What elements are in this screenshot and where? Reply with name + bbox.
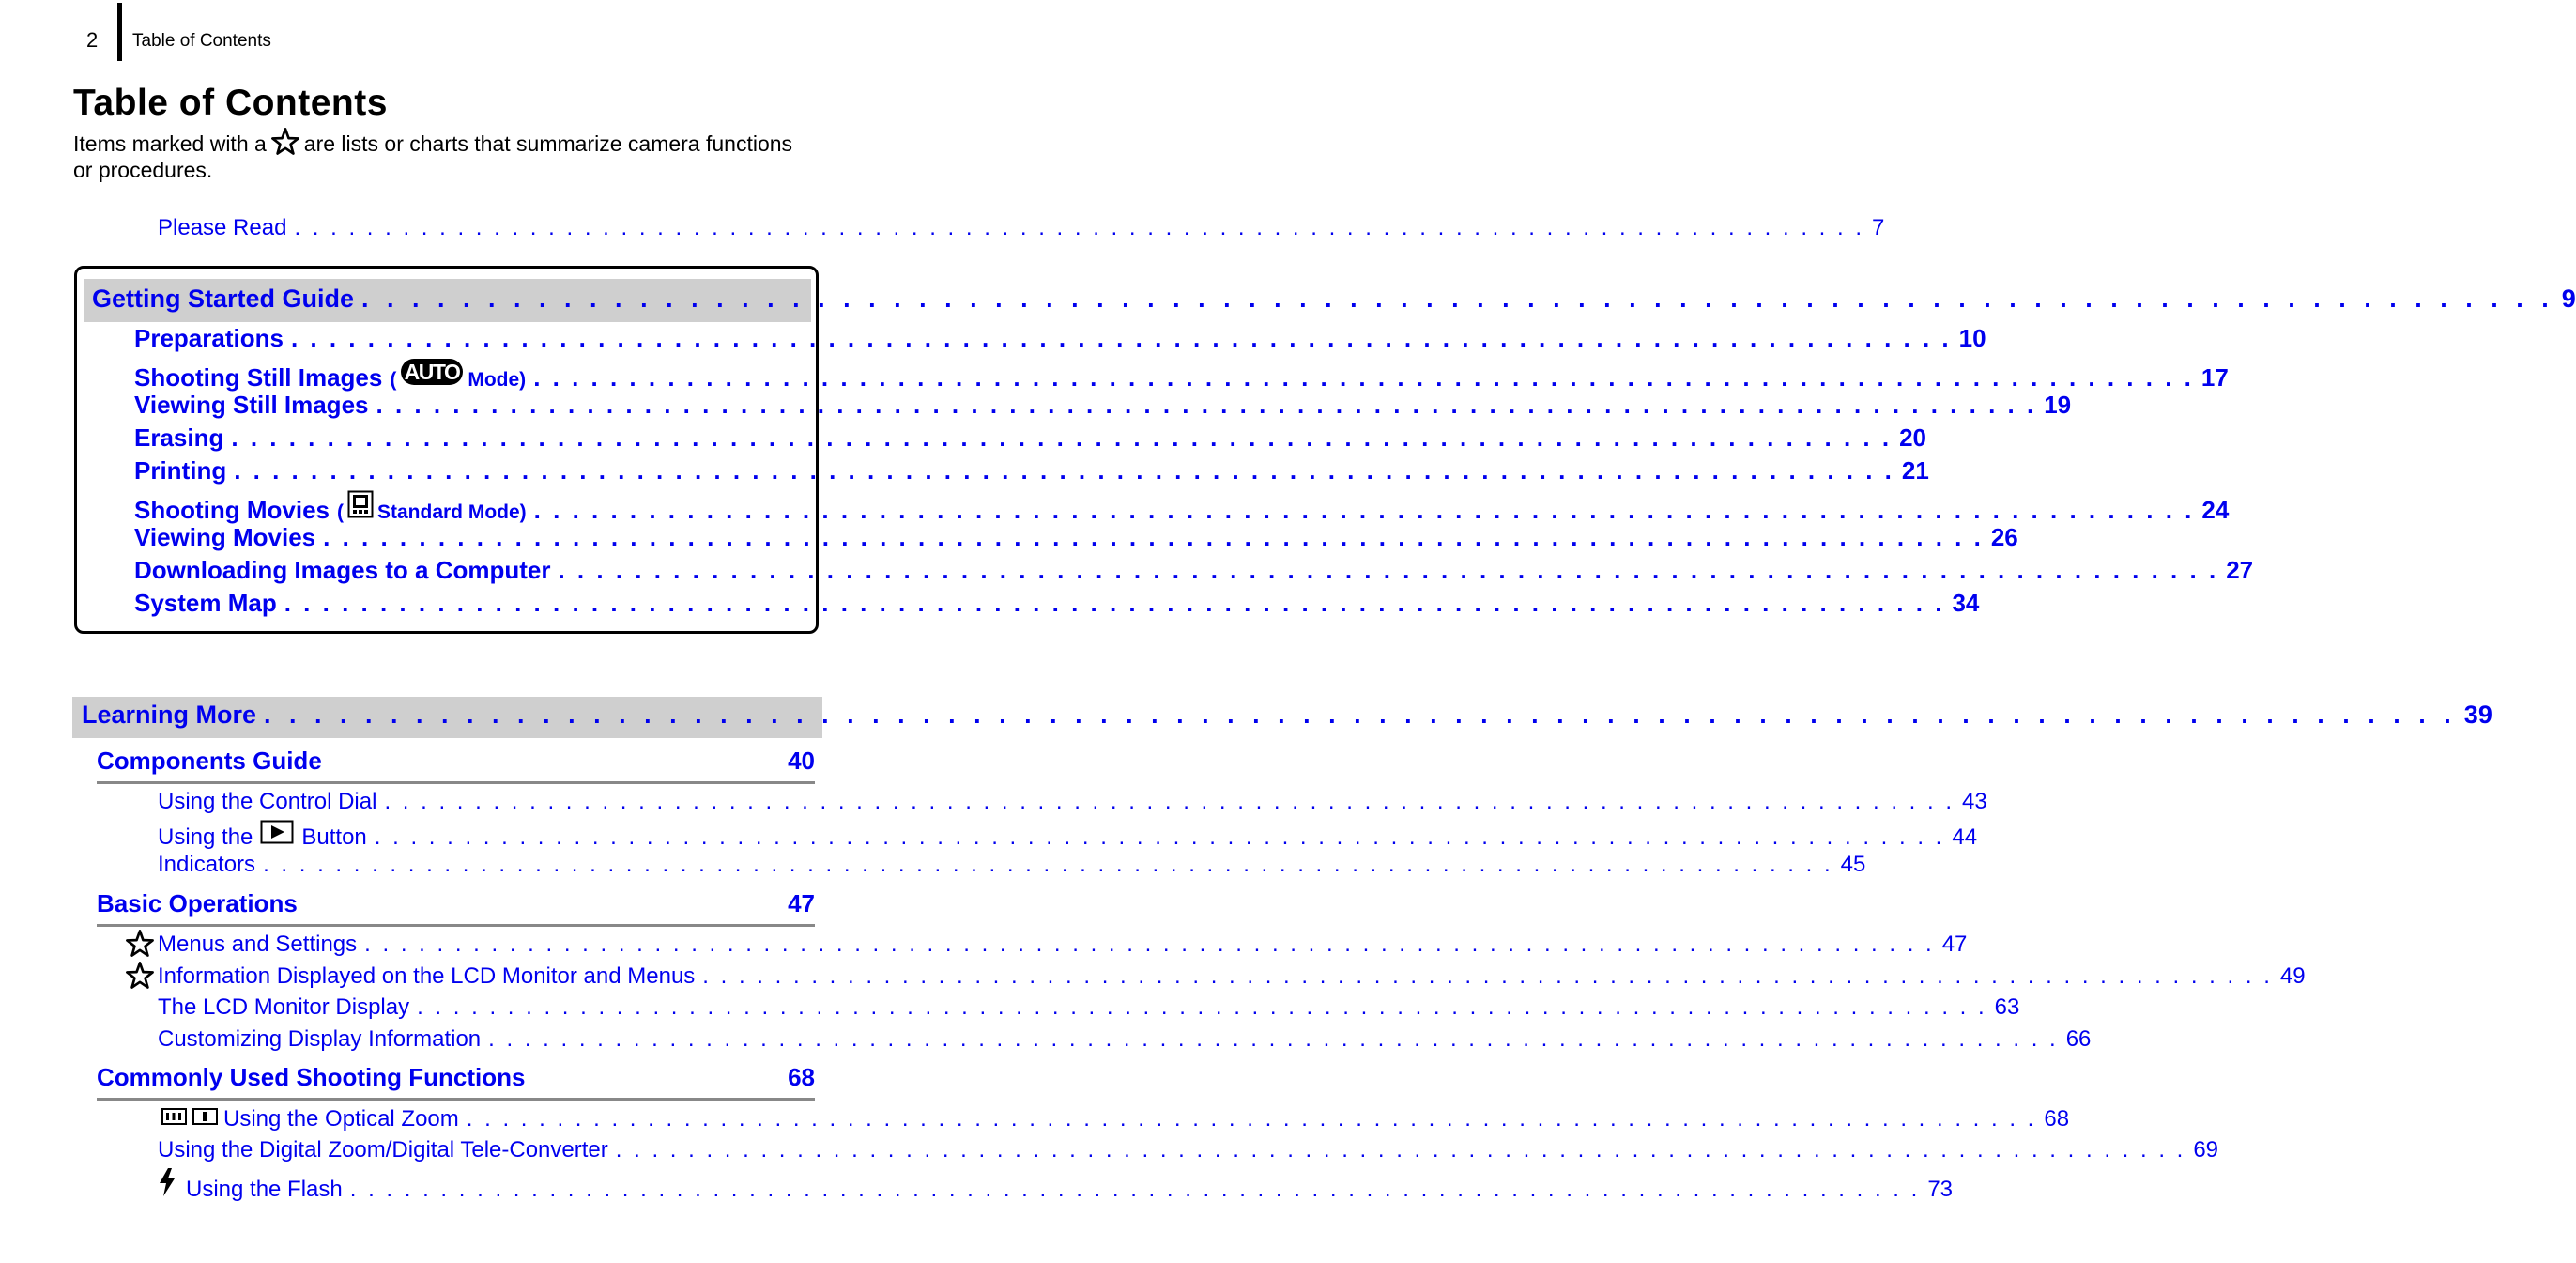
toc-control-dial[interactable]	[158, 789, 1987, 815]
star-icon	[125, 929, 155, 963]
intro-line-2: or procedures.	[73, 158, 213, 182]
section-label: Components Guide	[97, 747, 322, 775]
toc-please-read[interactable]	[158, 215, 1885, 241]
toc-page: 26	[1990, 523, 2018, 551]
toc-label: Using the Flash	[186, 1177, 343, 1202]
toc-label: Menus and Settings	[158, 932, 358, 957]
toc-label: Viewing Still Images	[134, 391, 369, 419]
section-page: 47	[788, 889, 815, 917]
toc-label: Learning More	[82, 701, 257, 729]
dot-leader: . . . . . . . . . . . . . . . . . . . . . . . . . . . . . . . . . . . . . . . . . . . . . . . . . . . . . . . . . . . . . . . . . . . . . . . . . . . . . . . . . . . . . . .	[488, 1026, 2059, 1052]
page-number: 2	[86, 28, 99, 52]
toc-label: Viewing Movies	[134, 523, 316, 551]
toc-page: 49	[2279, 963, 2306, 989]
toc-page: 34	[1952, 589, 1980, 617]
toc-shooting-movies[interactable]	[134, 490, 2230, 525]
toc-optical-zoom[interactable]	[161, 1105, 2070, 1132]
toc-erasing[interactable]	[134, 424, 1926, 453]
toc-label: Erasing	[134, 424, 224, 452]
toc-label: Customizing Display Information	[158, 1026, 482, 1052]
page-title: Table of Contents	[73, 83, 388, 123]
toc-page: 19	[2044, 391, 2072, 419]
toc-label: Using the Control Dial	[158, 789, 377, 814]
toc-flash[interactable]	[158, 1168, 1954, 1203]
toc-page: 63	[1994, 994, 2020, 1020]
auto-mode-icon	[400, 358, 464, 393]
toc-page: 44	[1952, 824, 1978, 850]
toc-label: Shooting Movies	[134, 496, 330, 524]
header-divider	[117, 3, 122, 61]
toc-page: 10	[1958, 324, 1986, 352]
movie-mode-icon	[347, 490, 374, 525]
toc-label: Using the Optical Zoom	[223, 1106, 459, 1132]
dot-leader: . . . . . . . . . . . . . . . . . . . . . . . . . . . . . . . . . . . . . . . . . . . . . . . . . . . . . . . . . . . . . . . . . . . . . . . . . . . . . . . . . . . . . . .	[234, 456, 1894, 485]
toc-label-before: Using the	[158, 824, 253, 850]
toc-label: Using the Digital Zoom/Digital Tele-Converter	[158, 1137, 608, 1163]
toc-learning-more[interactable]	[82, 701, 2492, 730]
toc-page: 39	[2463, 701, 2492, 729]
toc-label: Getting Started Guide	[92, 285, 355, 313]
toc-page: 27	[2226, 556, 2254, 584]
toc-customizing-display[interactable]	[158, 1026, 2092, 1053]
toc-digital-zoom[interactable]	[158, 1137, 2219, 1163]
dot-leader: . . . . . . . . . . . . . . . . . . . . . . . . . . . . . . . . . . . . . . . . . . . . . . . . . . . . . . . . . . . . . . . . . . . . . . . . . . . . . . . . . . . . . . .	[533, 496, 2195, 524]
toc-page: 20	[1899, 424, 1926, 452]
toc-label: Information Displayed on the LCD Monitor and Menus	[158, 963, 696, 989]
section-label: Commonly Used Shooting Functions	[97, 1063, 526, 1091]
toc-page: 47	[1941, 932, 1968, 957]
toc-page: 21	[1901, 456, 1929, 485]
toc-page: 68	[2044, 1106, 2070, 1132]
mode-text: Mode)	[468, 369, 527, 391]
toc-preparations[interactable]	[134, 324, 1986, 353]
dot-leader: . . . . . . . . . . . . . . . . . . . . . . . . . . . . . . . . . . . . . . . . . . . . . . . . . . . . . . . . . . . . . . . . . . . . . . . . . . . . . . . . . . . . . . .	[290, 324, 1952, 352]
play-button-icon	[260, 820, 294, 851]
toc-page: 73	[1927, 1177, 1954, 1202]
dot-leader: . . . . . . . . . . . . . . . . . . . . . . . . . . . . . . . . . . . . . . . . . . . . . . . . . . . . . . . . . . . . . . . . . . . . . . . . . . . . . . . . . . . . . . .	[264, 701, 2457, 729]
toc-info-displayed-lcd[interactable]	[158, 963, 2306, 990]
star-icon	[125, 961, 155, 995]
toc-components-guide[interactable]	[97, 747, 815, 784]
dot-leader: . . . . . . . . . . . . . . . . . . . . . . . . . . . . . . . . . . . . . . . . . . . . . . . . . . . . . . . . . . . . . . . . . . . . . . . . . . . . . . . . . . . . . . .	[284, 589, 1945, 617]
dot-leader: . . . . . . . . . . . . . . . . . . . . . . . . . . . . . . . . . . . . . . . . . . . . . . . . . . . . . . . . . . . . . . . . . . . . . . . . . . . . . . . . . . . . . . .	[294, 215, 1864, 240]
running-title: Table of Contents	[132, 31, 271, 51]
paren: (	[337, 501, 344, 523]
toc-getting-started[interactable]	[92, 285, 2576, 314]
auto-mode-label: AUTO	[404, 360, 460, 384]
toc-viewing-still-images[interactable]	[134, 391, 2072, 420]
dot-leader: . . . . . . . . . . . . . . . . . . . . . . . . . . . . . . . . . . . . . . . . . . . . . . . . . . . . . . . . . . . . . . . . . . . . . . . . . . . . . . . . . . . . . . .	[323, 523, 1984, 551]
toc-downloading-images[interactable]	[134, 556, 2254, 585]
section-page: 68	[788, 1063, 815, 1091]
dot-leader: . . . . . . . . . . . . . . . . . . . . . . . . . . . . . . . . . . . . . . . . . . . . . . . . . . . . . . . . . . . . . . . . . . . . . . . . . . . . . . . . . . . . . . .	[558, 556, 2219, 584]
toc-indicators[interactable]	[158, 852, 1866, 878]
dot-leader: . . . . . . . . . . . . . . . . . . . . . . . . . . . . . . . . . . . . . . . . . . . . . . . . . . . . . . . . . . . . . . . . . . . . . . . . . . . . . . . . . . . . . . .	[615, 1137, 2186, 1163]
dot-leader: . . . . . . . . . . . . . . . . . . . . . . . . . . . . . . . . . . . . . . . . . . . . . . . . . . . . . . . . . . . . . . . . . . . . . . . . . . . . . . . . . . . . . . .	[533, 363, 2194, 392]
toc-menus-and-settings[interactable]	[158, 932, 1968, 958]
paren: (	[390, 369, 397, 391]
toc-label: The LCD Monitor Display	[158, 994, 410, 1020]
toc-page: 43	[1962, 789, 1987, 814]
dot-leader: . . . . . . . . . . . . . . . . . . . . . . . . . . . . . . . . . . . . . . . . . . . . . . . . . . . . . . . . . . . . . . . . . . . . . . . . . . . . . . . . . . . . . . .	[361, 285, 2554, 313]
toc-page: 69	[2193, 1137, 2219, 1163]
dot-leader: . . . . . . . . . . . . . . . . . . . . . . . . . . . . . . . . . . . . . . . . . . . . . . . . . . . . . . . . . . . . . . . . . . . . . . . . . . . . . . . . . . . . . . .	[364, 932, 1935, 957]
toc-label: Indicators	[158, 852, 256, 877]
dot-leader: . . . . . . . . . . . . . . . . . . . . . . . . . . . . . . . . . . . . . . . . . . . . . . . . . . . . . . . . . . . . . . . . . . . . . . . . . . . . . . . . . . . . . . .	[702, 963, 2273, 989]
toc-label-after: Button	[301, 824, 367, 850]
mode-text: Standard Mode)	[377, 501, 527, 523]
toc-shooting-still-images[interactable]	[134, 358, 2229, 393]
toc-page: 66	[2065, 1026, 2092, 1052]
toc-label: Preparations	[134, 324, 284, 352]
toc-page: 9	[2561, 285, 2576, 313]
toc-label: Shooting Still Images	[134, 363, 383, 392]
zoom-wide-tele-icon	[161, 1105, 218, 1132]
toc-lcd-monitor-display[interactable]	[158, 994, 2020, 1021]
flash-icon	[158, 1168, 176, 1203]
toc-printing[interactable]	[134, 456, 1929, 485]
toc-label: System Map	[134, 589, 277, 617]
dot-leader: . . . . . . . . . . . . . . . . . . . . . . . . . . . . . . . . . . . . . . . . . . . . . . . . . . . . . . . . . . . . . . . . . . . . . . . . . . . . . . . . . . . . . . .	[417, 994, 1987, 1020]
toc-label: Downloading Images to a Computer	[134, 556, 551, 584]
dot-leader: . . . . . . . . . . . . . . . . . . . . . . . . . . . . . . . . . . . . . . . . . . . . . . . . . . . . . . . . . . . . . . . . . . . . . . . . . . . . . . . . . . . . . . .	[374, 824, 1945, 850]
section-page: 40	[788, 747, 815, 775]
intro-text-before: Items marked with a	[73, 131, 267, 156]
toc-page: 7	[1872, 215, 1885, 240]
toc-label: Please Read	[158, 215, 287, 240]
dot-leader: . . . . . . . . . . . . . . . . . . . . . . . . . . . . . . . . . . . . . . . . . . . . . . . . . . . . . . . . . . . . . . . . . . . . . . . . . . . . . . . . . . . . . . .	[376, 391, 2037, 419]
toc-page: 45	[1840, 852, 1866, 877]
dot-leader: . . . . . . . . . . . . . . . . . . . . . . . . . . . . . . . . . . . . . . . . . . . . . . . . . . . . . . . . . . . . . . . . . . . . . . . . . . . . . . . . . . . . . . .	[466, 1106, 2037, 1132]
toc-basic-operations[interactable]	[97, 889, 815, 927]
toc-page: 24	[2201, 496, 2230, 524]
intro-text-after: are lists or charts that summarize camera functions	[303, 131, 793, 156]
toc-page: 17	[2200, 363, 2229, 392]
dot-leader: . . . . . . . . . . . . . . . . . . . . . . . . . . . . . . . . . . . . . . . . . . . . . . . . . . . . . . . . . . . . . . . . . . . . . . . . . . . . . . . . . . . . . . .	[263, 852, 1833, 877]
toc-label: Printing	[134, 456, 227, 485]
dot-leader: . . . . . . . . . . . . . . . . . . . . . . . . . . . . . . . . . . . . . . . . . . . . . . . . . . . . . . . . . . . . . . . . . . . . . . . . . . . . . . . . . . . . . . .	[384, 789, 1955, 814]
toc-play-button[interactable]	[158, 820, 1978, 851]
dot-leader: . . . . . . . . . . . . . . . . . . . . . . . . . . . . . . . . . . . . . . . . . . . . . . . . . . . . . . . . . . . . . . . . . . . . . . . . . . . . . . . . . . . . . . .	[231, 424, 1893, 452]
toc-system-map[interactable]	[134, 589, 1980, 618]
dot-leader: . . . . . . . . . . . . . . . . . . . . . . . . . . . . . . . . . . . . . . . . . . . . . . . . . . . . . . . . . . . . . . . . . . . . . . . . . . . . . . . . . . . . . . .	[349, 1177, 1921, 1202]
toc-viewing-movies[interactable]	[134, 523, 2018, 552]
toc-commonly-used-shooting[interactable]	[97, 1063, 815, 1101]
section-label: Basic Operations	[97, 889, 298, 917]
